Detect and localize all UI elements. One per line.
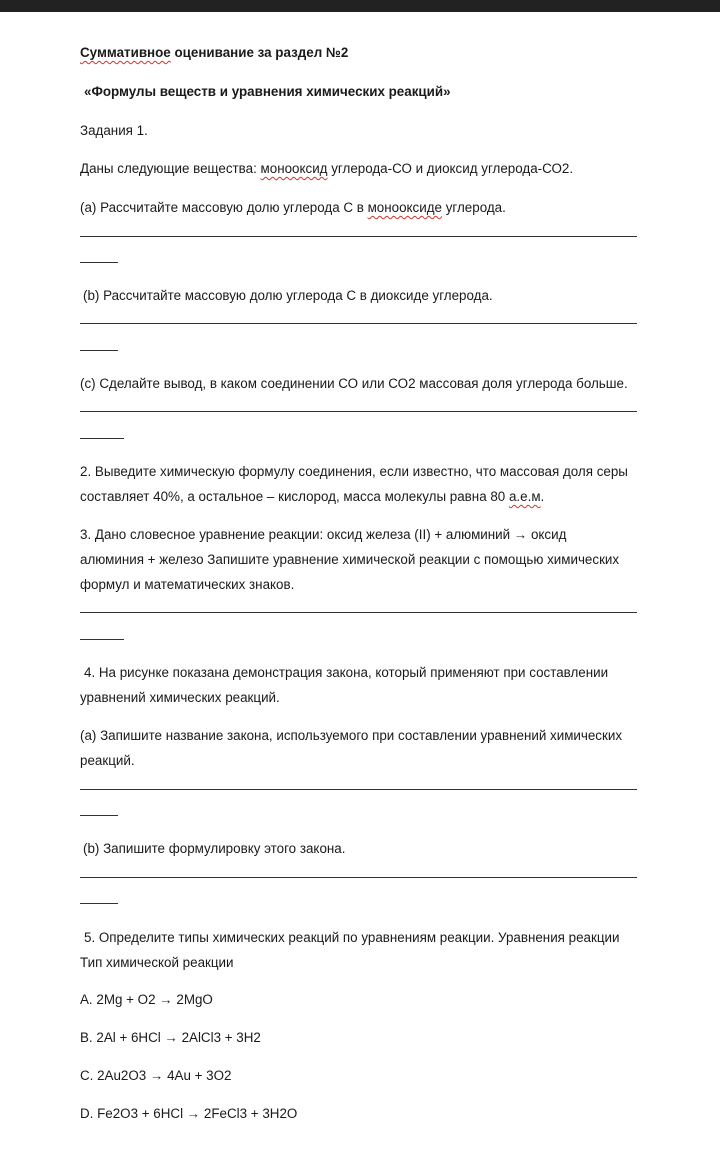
task3-line-2: алюминия + железо Запишите уравнение химической реакции с помощью химических xyxy=(80,552,620,567)
task2-line-2: составляет 40%, а остальное – кислород, масса молекулы равна 80 а.е.м. xyxy=(80,489,545,504)
spellcheck-word: Суммативное xyxy=(80,45,171,60)
task1-intro: Даны следующие вещества: монооксид углерода-СО и диоксид углерода-СО2. xyxy=(80,161,574,176)
task1-question-b: (b) Рассчитайте массовую долю углерода С в диоксиде углерода. xyxy=(83,288,493,303)
task4-question-a-line-1: (a) Запишите название закона, используемого при составлении уравнений химических xyxy=(80,728,623,743)
spellcheck-word: а.е.м xyxy=(508,489,541,504)
task3-line-1: 3. Дано словесное уравнение реакции: оксид железа (II) + алюминий → оксид xyxy=(80,527,567,542)
task4-line-1: 4. На рисунке показана демонстрация закона, который применяют при составлении xyxy=(84,665,609,680)
task5-line-1: 5. Определите типы химических реакций по уравнениям реакции. Уравнения реакции xyxy=(84,930,620,945)
task4-line-2: уравнений химических реакций. xyxy=(80,690,280,705)
answer-line xyxy=(80,612,637,613)
task5-equation-d: D. Fe2O3 + 6HCl → 2FeCl3 + 3H2O xyxy=(80,1106,298,1121)
task3-line-3: формул и математических знаков. xyxy=(80,577,295,592)
task5-equation-c: С. 2Au2O3 → 4Au + 3O2 xyxy=(80,1068,232,1083)
task4-question-b: (b) Запишите формулировку этого закона. xyxy=(83,841,346,856)
answer-line-end xyxy=(80,438,124,439)
answer-line-end xyxy=(80,262,118,263)
task1-question-c: (c) Сделайте вывод, в каком соединении СО или СО2 массовая доля углерода больше. xyxy=(80,376,628,391)
answer-line xyxy=(80,789,637,790)
answer-line xyxy=(80,877,637,878)
doc-subtitle: «Формулы веществ и уравнения химических реакций» xyxy=(84,84,451,99)
doc-heading: Суммативное оценивание за раздел №2 xyxy=(80,45,349,60)
task5-equation-b: В. 2Al + 6HCl → 2AlCl3 + 3H2 xyxy=(80,1030,261,1045)
answer-line xyxy=(80,411,637,412)
window-top-bar xyxy=(0,0,720,12)
task5-line-2: Тип химической реакции xyxy=(80,955,234,970)
answer-line-end xyxy=(80,903,118,904)
spellcheck-word: монооксид xyxy=(260,161,328,176)
answer-line xyxy=(80,323,637,324)
task2-line-1: 2. Выведите химическую формулу соединения, если известно, что массовая доля серы xyxy=(80,464,628,479)
task4-question-a-line-2: реакций. xyxy=(80,753,135,768)
task5-equation-a: А. 2Mg + O2 → 2MgO xyxy=(80,992,213,1007)
answer-line xyxy=(80,236,637,237)
spellcheck-word: монооксиде xyxy=(367,200,442,215)
answer-line-end xyxy=(80,639,124,640)
answer-line-end xyxy=(80,815,118,816)
task1-title: Задания 1. xyxy=(80,123,148,138)
answer-line-end xyxy=(80,350,118,351)
task1-question-a: (a) Рассчитайте массовую долю углерода С в монооксиде углерода. xyxy=(80,200,506,215)
